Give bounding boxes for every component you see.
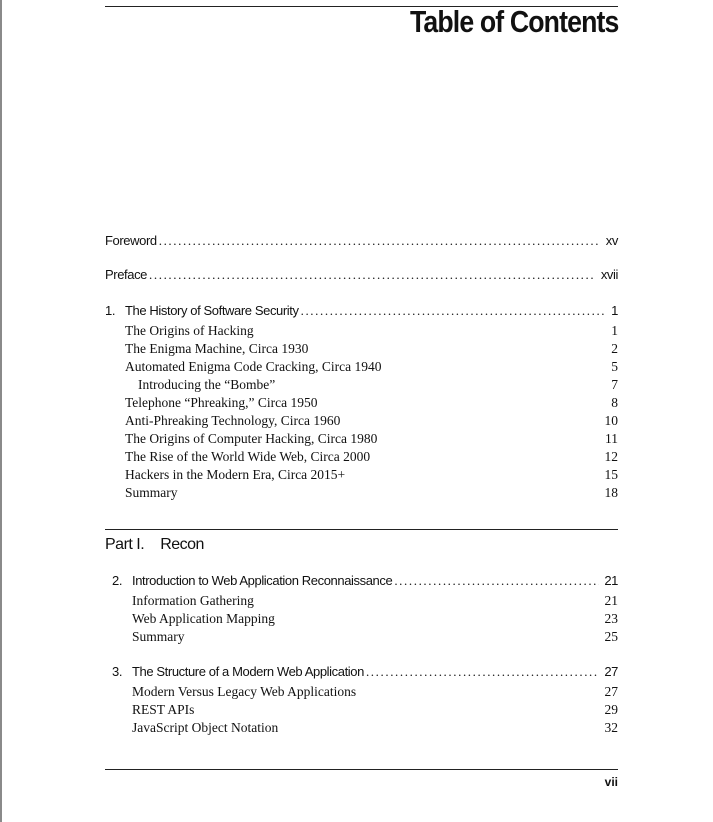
part-rule [105,529,618,530]
section-label: Information Gathering [132,593,254,608]
chapter-heading[interactable] [105,303,618,321]
toc-front-matter-2 [105,267,618,285]
section-page: 27 [604,684,618,699]
section-page: 11 [605,431,618,446]
toc-chapter-1 [105,303,618,503]
section-page: 15 [604,467,618,482]
section-page: 25 [604,629,618,644]
section-page: 5 [611,359,618,374]
section-label: JavaScript Object Notation [132,720,279,735]
section-label: Web Application Mapping [132,611,275,626]
section-entry[interactable] [125,341,618,359]
section-label: Modern Versus Legacy Web Applications [132,684,357,699]
part-heading [105,536,204,554]
chapter-number: 2. [112,573,123,588]
chapter-heading[interactable] [112,664,618,682]
entry-label: Preface [105,267,148,282]
section-page: 2 [611,341,618,356]
section-entry[interactable] [125,359,618,377]
section-label: Hackers in the Modern Era, Circa 2015+ [125,467,346,482]
section-page: 7 [611,377,618,392]
footer-page-number: vii [604,775,618,789]
section-entry[interactable] [125,431,618,449]
section-list [112,684,618,738]
section-label: Anti-Phreaking Technology, Circa 1960 [125,413,341,428]
section-entry[interactable] [132,593,618,611]
section-entry[interactable] [125,449,618,467]
section-label: The Rise of the World Wide Web, Circa 2000 [125,449,371,464]
chapter-page: 1 [611,303,618,318]
leader-dots [159,233,601,249]
section-page: 8 [611,395,618,410]
section-list [105,323,618,503]
chapter-title: The Structure of a Modern Web Application [132,664,364,679]
section-label: The Origins of Hacking [125,323,254,338]
section-entry[interactable] [132,684,618,702]
chapter-heading[interactable] [112,573,618,591]
toc-chapter-2 [112,573,618,647]
toc-entry-preface[interactable] [105,267,618,285]
section-entry[interactable] [132,720,618,738]
page-title: Table of Contents [409,4,618,39]
section-label: Automated Enigma Code Cracking, Circa 1940 [125,359,382,374]
section-label: The Enigma Machine, Circa 1930 [125,341,309,356]
toc-chapter-3 [112,664,618,738]
section-entry[interactable] [132,702,618,720]
section-entry[interactable] [125,413,618,431]
part-label: Part I. [105,536,145,553]
section-entry[interactable] [132,629,618,647]
section-entry[interactable] [125,485,618,503]
footer-rule [105,769,618,770]
section-label: REST APIs [132,702,195,717]
subsection-entry[interactable] [125,377,618,395]
section-page: 18 [604,485,618,500]
chapter-number: 1. [105,303,116,318]
section-entry[interactable] [125,323,618,341]
section-page: 10 [604,413,618,428]
chapter-title: The History of Software Security [125,303,299,318]
section-entry[interactable] [125,467,618,485]
chapter-title: Introduction to Web Application Reconnaissance [132,573,393,588]
toc-entry-foreword[interactable] [105,233,618,251]
part-title: Recon [160,536,204,553]
page-left-edge [0,0,2,822]
chapter-page: 27 [604,664,618,679]
toc-front-matter [105,233,618,251]
entry-page: xvii [600,267,618,282]
section-entry[interactable] [125,395,618,413]
entry-label: Foreword [105,233,157,248]
section-page: 1 [611,323,618,338]
section-label: Summary [132,629,185,644]
leader-dots [301,303,607,319]
leader-dots [394,573,599,589]
section-label: Telephone “Phreaking,” Circa 1950 [125,395,318,410]
section-page: 21 [604,593,618,608]
entry-page: xv [605,233,618,248]
section-label: Summary [125,485,178,500]
section-list [112,593,618,647]
section-page: 29 [604,702,618,717]
chapter-page: 21 [604,573,618,588]
section-page: 23 [604,611,618,626]
section-label: The Origins of Computer Hacking, Circa 1980 [125,431,378,446]
section-label: Introducing the “Bombe” [138,377,276,392]
section-entry[interactable] [132,611,618,629]
leader-dots [149,267,596,283]
chapter-number: 3. [112,664,123,679]
leader-dots [366,664,599,680]
section-page: 12 [604,449,618,464]
section-page: 32 [604,720,618,735]
